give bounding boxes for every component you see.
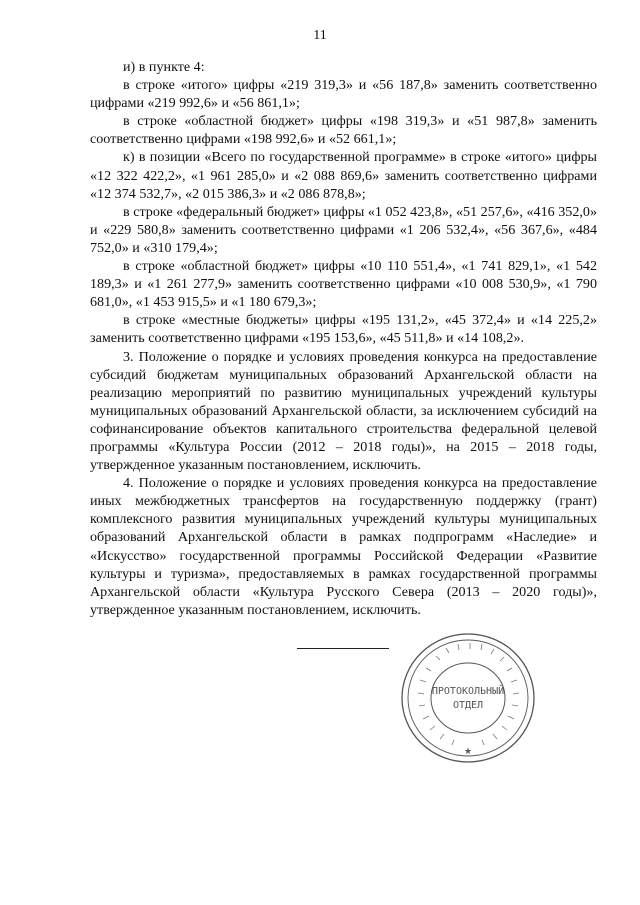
stamp-text-line2: ОТДЕЛ xyxy=(452,700,484,711)
paragraph-local-budgets: в строке «местные бюджеты» цифры «195 131,2», «45 372,4» и «14 225,2» заменить соответственно цифрами «195 153,6», «45 511,8» и «14 108,2». xyxy=(90,312,597,347)
paragraph-section-4: 4. Положение о порядке и условиях проведения конкурса на предоставление иных межбюджетных трансфертов на государственную поддержку (грант) комплексного развития муниципальных учреждений культуры муниципальных образований Архангельской области в рамках подпрограмм «Наследие» и «Искусство» государственной программы Российской Федерации «Развитие культуры и туризма», предоставляемых в рамках государственной программы Архангельской области «Культура Русского Севера (2013 – 2020 годы)», утвержденное указанным постановлением, исключить. xyxy=(90,475,597,618)
document-body xyxy=(90,58,597,619)
signature-divider xyxy=(297,648,389,649)
paragraph-regional-budget: в строке «областной бюджет» цифры «198 319,3» и «51 987,8» заменить соответственно цифрами «198 992,6» и «52 661,1»; xyxy=(90,113,597,148)
paragraph-item-i: и) в пункте 4: xyxy=(123,59,205,75)
paragraph-itogo: в строке «итого» цифры «219 319,3» и «56 187,8» заменить соответственно цифрами «219 992,6» и «56 861,1»; xyxy=(90,77,597,112)
paragraph-federal-budget: в строке «федеральный бюджет» цифры «1 052 423,8», «51 257,6», «416 352,0» и «229 580,8» заменить соответственно цифрами «1 206 532,4», «56 367,6», «484 752,0» и «310 179,4»; xyxy=(90,203,597,256)
paragraph-section-3: 3. Положение о порядке и условиях проведения конкурса на предоставление субсидий бюджетам муниципальных образований Архангельской области на реализацию мероприятий по развитию муниципальных учреждений культуры муниципальных образований Архангельской области, за исключением субсидий на софинансирование объектов капитального строительства федеральной целевой программы «Культура России (2012 – 2018 годы)», на 2015 – 2018 годы, утвержденное указанным постановлением, исключить. xyxy=(90,348,597,474)
page-number: 11 xyxy=(313,28,327,43)
star-icon: ★ xyxy=(463,747,473,757)
paragraph-item-k: к) в позиции «Всего по государственной программе» в строке «итого» цифры «12 322 422,2», «1 961 285,0» и «2 088 869,6» заменить соответственно цифрами «12 374 532,7», «2 015 386,3» и «2 086 878,8»; xyxy=(90,149,597,202)
official-stamp-seal xyxy=(398,628,538,768)
stamp-text-line1: ПРОТОКОЛЬНЫЙ xyxy=(431,686,505,697)
paragraph-regional-budget-2: в строке «областной бюджет» цифры «10 110 551,4», «1 741 829,1», «1 542 189,3» и «1 261 277,9» заменить соответственно цифрами «10 008 530,9», «1 790 681,0», «1 453 915,5» и «1 180 679,3»; xyxy=(90,258,597,311)
